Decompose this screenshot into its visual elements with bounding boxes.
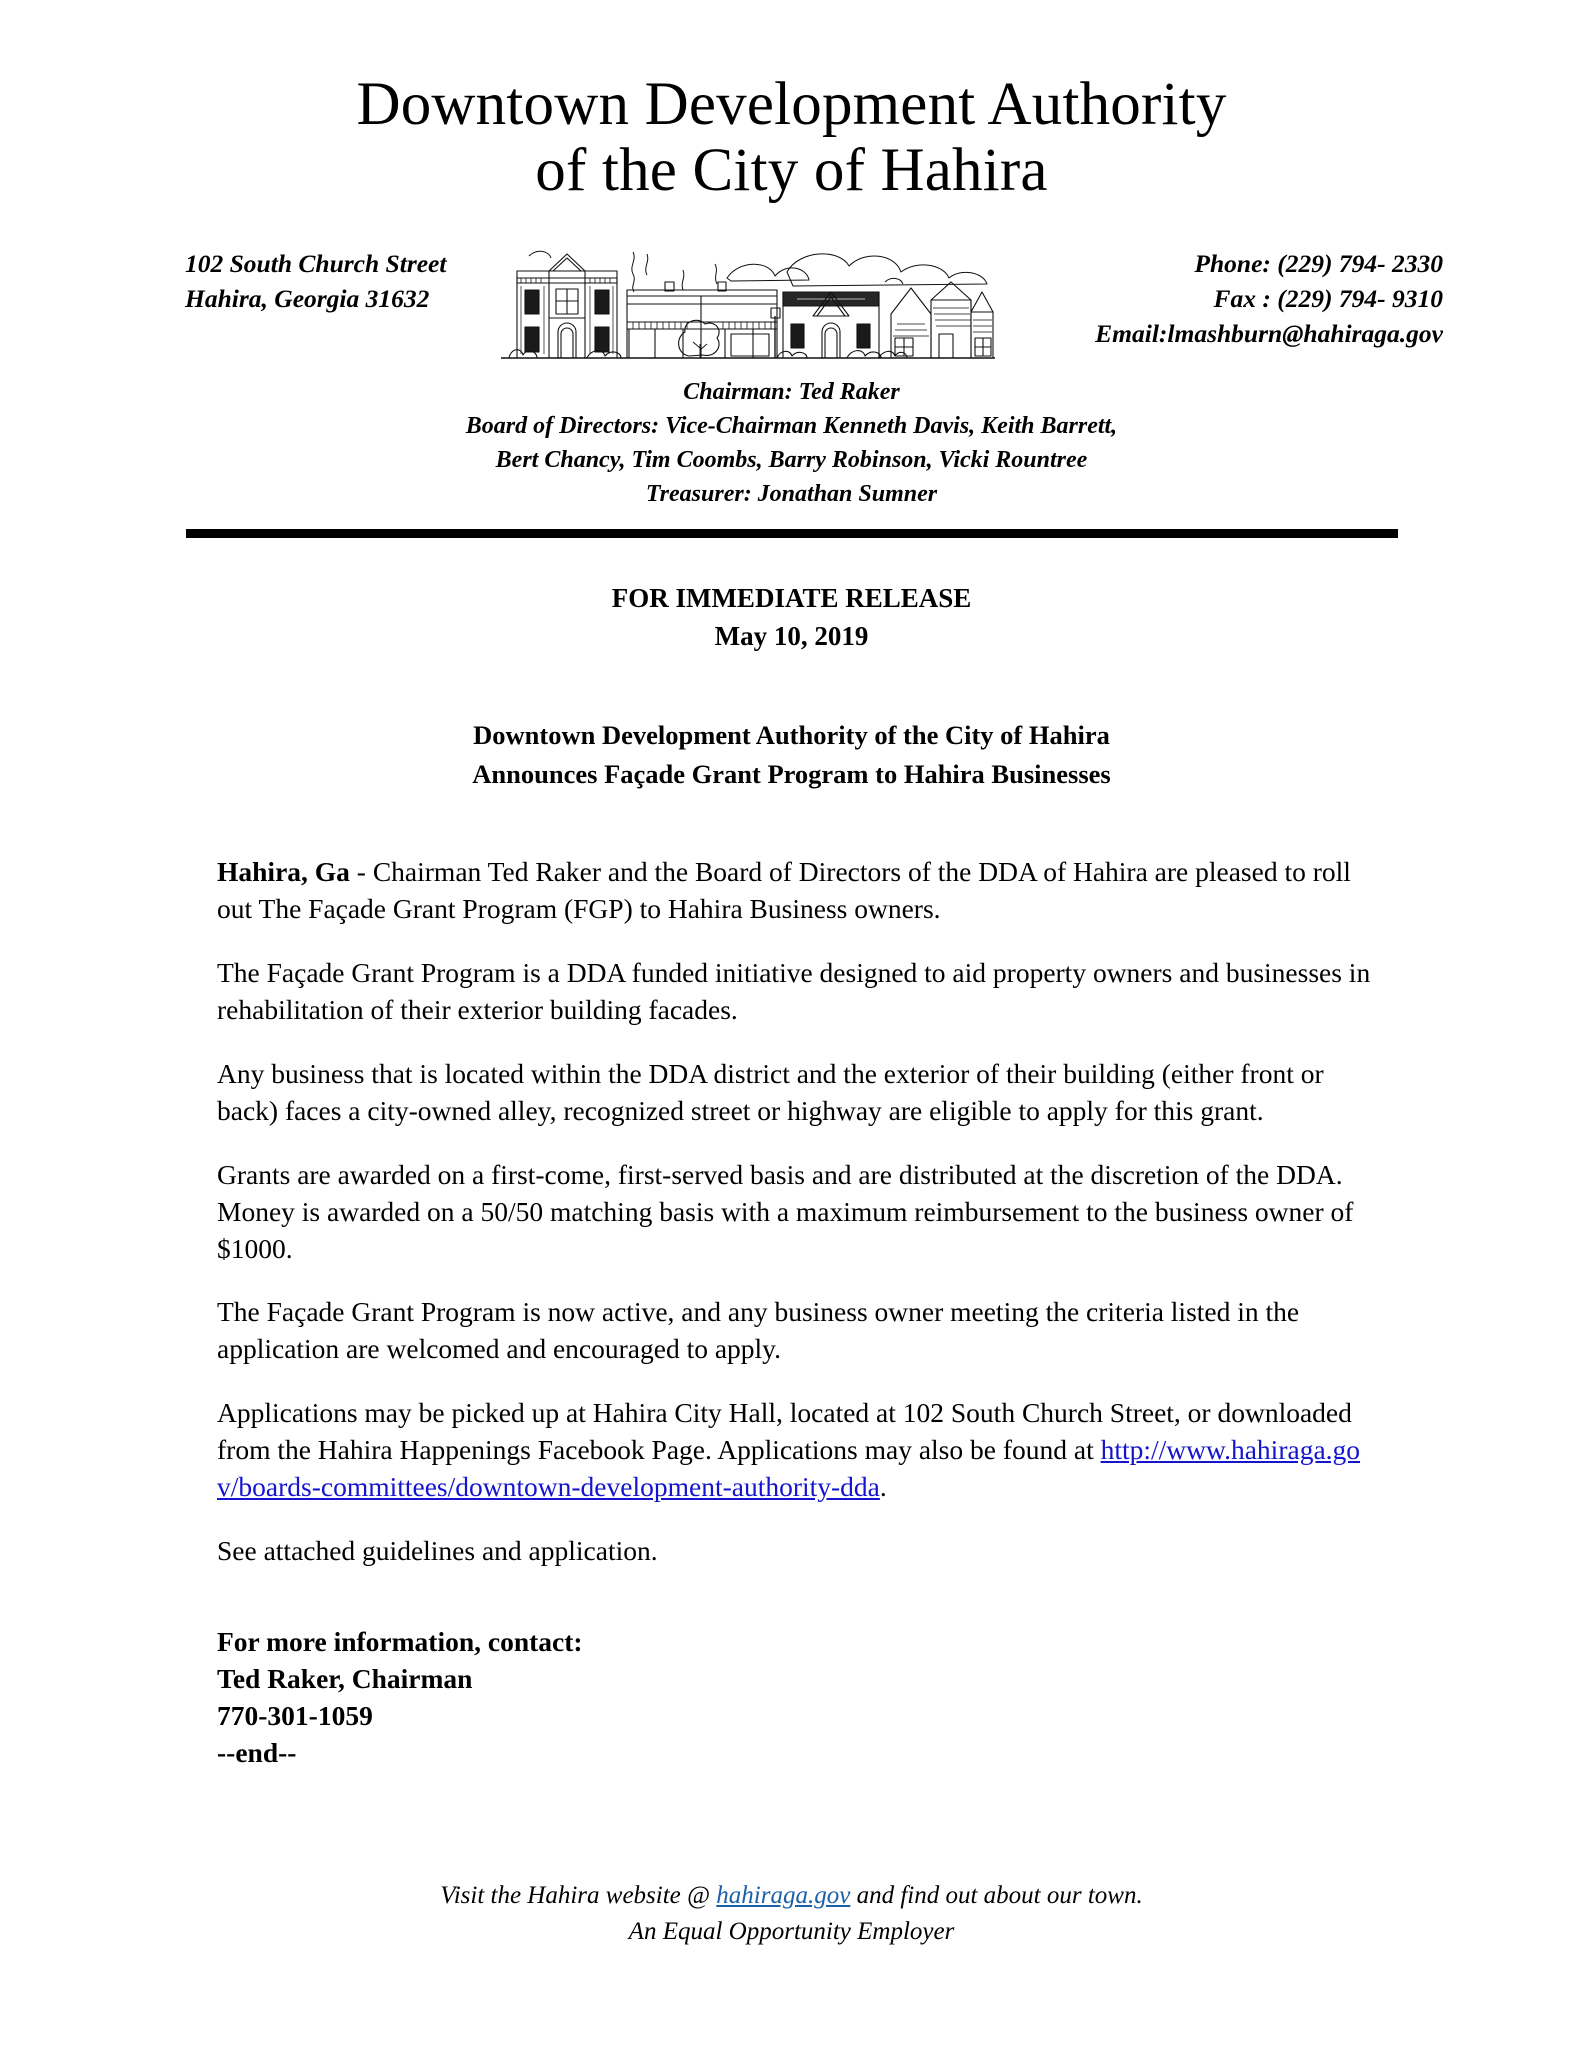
- address-street: 102 South Church Street: [185, 248, 447, 278]
- release-date: May 10, 2019: [714, 621, 869, 652]
- contact-phone: 770-301-1059: [217, 1700, 373, 1732]
- paragraph-see-attached: See attached guidelines and application.: [217, 1535, 658, 1567]
- board-officers: [0, 375, 1583, 511]
- masthead-divider: [186, 529, 1398, 538]
- fax-number: Fax : (229) 794- 9310: [1213, 283, 1443, 313]
- headline-line-1: Downtown Development Authority of the City of Hahira: [473, 719, 1110, 750]
- masthead-contact-band: [0, 234, 1583, 369]
- office-address: [185, 246, 446, 316]
- applications-text-before-link: Applications may be picked up at Hahira City Hall, located at 102 South Church Street, or downloaded from the Hahira Happenings Facebook Page. Applications may also be found at: [217, 1397, 1352, 1466]
- contact-name: Ted Raker, Chairman: [217, 1663, 473, 1695]
- paragraph-dateline: [217, 854, 1379, 928]
- contact-heading: For more information, contact:: [217, 1626, 583, 1658]
- organization-title: [0, 0, 1583, 204]
- address-city-state-zip: Hahira, Georgia 31632: [185, 283, 430, 313]
- equal-opportunity-employer-line: An Equal Opportunity Employer: [628, 1917, 955, 1945]
- organization-title-line1: Downtown Development Authority: [356, 71, 1227, 138]
- applications-text-after-link: .: [879, 1471, 887, 1503]
- phone-number: Phone: (229) 794- 2330: [1194, 248, 1443, 278]
- chairman-line: Chairman: Ted Raker: [683, 378, 900, 405]
- treasurer-line: Treasurer: Jonathan Sumner: [645, 480, 938, 507]
- organization-title-line2: of the City of Hahira: [535, 136, 1048, 204]
- hahira-streetscape-illustration: [487, 234, 997, 366]
- dda-application-url-link[interactable]: http://www.hahiraga.gov/boards-committees/downtown-development-authority-dda: [217, 1434, 1361, 1503]
- paragraph-applications: [217, 1395, 1379, 1506]
- board-line-1: Board of Directors: Vice-Chairman Kenneth Davis, Keith Barrett,: [465, 412, 1118, 439]
- paragraph-award-terms: Grants are awarded on a first-come, first-served basis and are distributed at the discretion of the DDA. Money is awarded on a 50/50 matching basis with a maximum reimbursement to the business owner of $1000.: [217, 1158, 1354, 1264]
- footer-website-line: [0, 1878, 1583, 1914]
- dateline-text: - Chairman Ted Raker and the Board of Directors of the DDA of Hahira are pleased to roll out The Façade Grant Program (FGP) to Hahira Business owners.: [217, 855, 1351, 924]
- paragraph-program-active: The Façade Grant Program is now active, and any business owner meeting the criteria listed in the application are welcomed and encouraged to apply.: [217, 1296, 1300, 1365]
- release-label: FOR IMMEDIATE RELEASE: [611, 583, 972, 614]
- paragraph-eligibility: Any business that is located within the DDA district and the exterior of their building (either front or back) faces a city-owned alley, recognized street or highway are eligible to apply for this grant.: [217, 1057, 1324, 1126]
- release-body: [204, 854, 1379, 1773]
- release-headline: [0, 716, 1583, 794]
- board-line-2: Bert Chancy, Tim Coombs, Barry Robinson, Vicki Rountree: [495, 446, 1088, 473]
- email-address: Email:lmashburn@hahiraga.gov: [1095, 319, 1443, 349]
- footer-text-before-link: Visit the Hahira website @: [440, 1881, 717, 1909]
- footer-text-after-link: and find out about our town.: [850, 1881, 1143, 1909]
- dateline-location: Hahira, Ga: [217, 855, 350, 887]
- page-footer: [0, 1878, 1583, 1951]
- headline-line-2: Announces Façade Grant Program to Hahira Businesses: [472, 758, 1111, 789]
- release-header: [0, 579, 1583, 656]
- end-marker: --end--: [217, 1737, 297, 1769]
- hahiraga-gov-link[interactable]: hahiraga.gov: [716, 1881, 851, 1909]
- contact-block-spacer: [217, 1597, 1379, 1624]
- office-phone-email: [1095, 246, 1443, 352]
- contact-block: [217, 1624, 1379, 1772]
- paragraph-program-description: The Façade Grant Program is a DDA funded initiative designed to aid property owners and businesses in rehabilitation of their exterior building facades.: [217, 956, 1371, 1025]
